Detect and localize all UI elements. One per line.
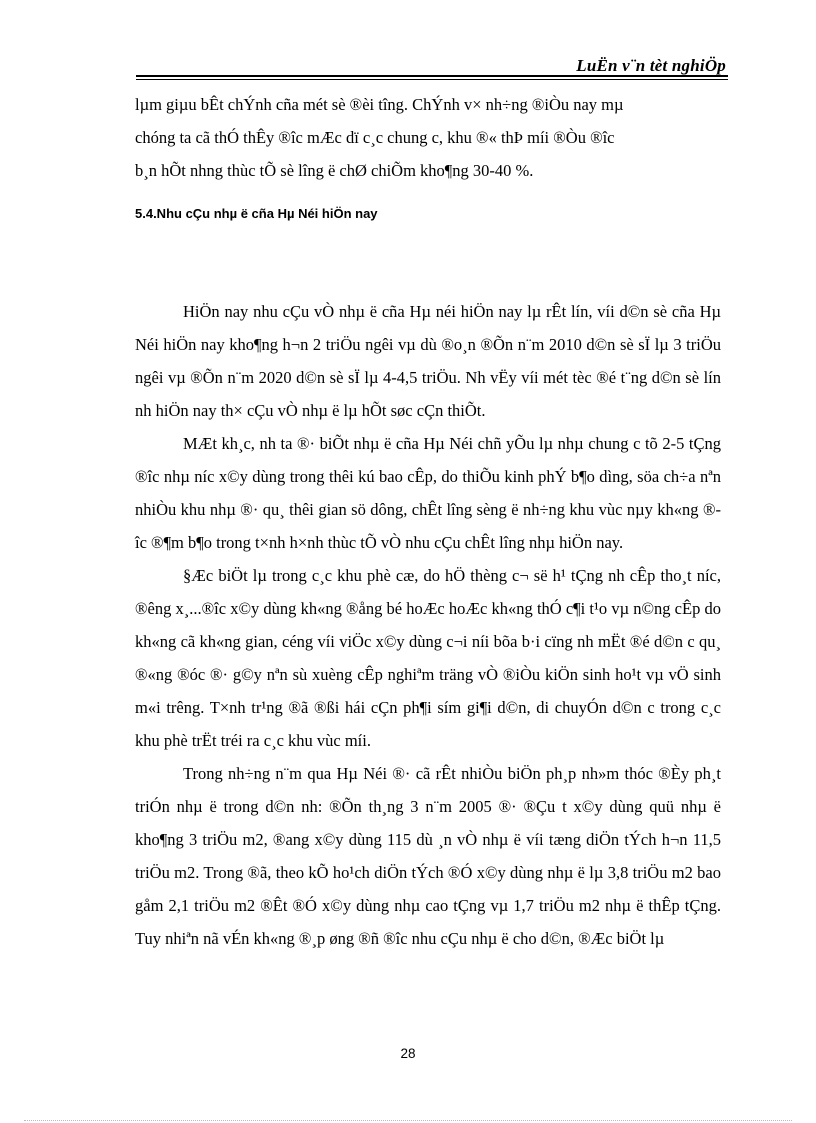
paragraph: MÆt kh¸c, nh ta ®· biÕt nhµ ë cña Hµ Néi chñ yÕu lµ nhµ chung c tõ 2-5 tÇng ®îc nhµ níc x©y dùng trong thêi kú bao cÊp, do thiÕu kinh phÝ b¶o dìng, söa ch÷a nªn nhiÒu khu nhµ ®· qu¸ thêi gian sö dông, chÊt lîng sèng ë nh÷ng khu vùc nµy kh«ng ®îc ®¶m b¶o trong t×nh h×nh thùc tÕ vÒ nhu cÇu chÊt lîng nhµ hiÖn nay. bbox=[135, 434, 721, 552]
page-bottom-border bbox=[24, 1120, 792, 1121]
intro-line: b¸n hÕt nhng thùc tÕ sè lîng ë chØ chiÕm kho¶ng 30-40 %. bbox=[135, 161, 534, 180]
intro-line: chóng ta cã thÓ thÊy ®îc mÆc dï c¸c chung c, khu ®« thÞ míi ®Òu ®îc bbox=[135, 128, 615, 147]
section-body bbox=[135, 295, 721, 955]
page-number: 28 bbox=[400, 1046, 416, 1061]
paragraph: Trong nh÷ng n¨m qua Hµ Néi ®· cã rÊt nhiÒu biÖn ph¸p nh»m thóc ®Èy ph¸t triÓn nhµ ë trong d©n nh: ®Õn th¸ng 3 n¨m 2005 ®· ®Çu t x©y dùng quü nhµ ë kho¶ng 3 triÖu m2, ®ang x©y dùng 115 dù ¸n vÒ nhµ ë víi tæng diÖn tÝch h¬n 11,5 triÖu m2. Trong ®ã, theo kÕ ho¹ch diÖn tÝch ®Ó x©y dùng nhµ ë lµ 3,8 triÖu m2 bao gåm 2,1 triÖu m2 ®Êt ®Ó x©y dùng nhµ cao tÇng vµ 1,7 triÖu m2 nhµ ë thÊp tÇng. Tuy nhiªn nã vÉn kh«ng ®¸p øng ®ñ ®îc nhu cÇu nhµ ë cho d©n, ®Æc biÖt lµ bbox=[135, 764, 721, 948]
header-title: LuËn v¨n tèt nghiÖp bbox=[576, 56, 726, 75]
paragraph: §Æc biÖt lµ trong c¸c khu phè cæ, do hÖ thèng c¬ së h¹ tÇng nh cÊp tho¸t níc, ®êng x¸...®îc x©y dùng kh«ng ®ång bé hoÆc hoÆc kh«ng thÓ c¶i t¹o vµ n©ng cÊp do kh«ng cã kh«ng gian, céng víi viÖc x©y dùng c¬i níi bõa b·i cïng nh mËt ®é d©n c qu¸ ®«ng ®óc ®· g©y nªn sù xuèng cÊp nghiªm träng vÒ ®iÒu kiÖn sinh ho¹t vµ vÖ sinh m«i trêng. T×nh tr¹ng ®ã ®ßi hái cÇn ph¶i sím gi¶i d©n, di chuyÓn d©n c trong c¸c khu phè trËt tréi ra c¸c khu vùc míi. bbox=[135, 566, 721, 750]
paragraph: HiÖn nay nhu cÇu vÒ nhµ ë cña Hµ néi hiÖn nay lµ rÊt lín, víi d©n sè cña Hµ Néi hiÖn nay kho¶ng h¬n 2 triÖu ngêi vµ dù ®o¸n ®Õn n¨m 2010 d©n sè sÏ lµ 3 triÖu ngêi vµ ®Õn n¨m 2020 d©n sè sÏ lµ 4-4,5 triÖu. Nh vËy víi mét tèc ®é t¨ng d©n sè lín nh hiÖn nay th× cÇu vÒ nhµ ë lµ hÕt søc cÇn thiÕt. bbox=[135, 302, 721, 420]
section-heading: 5.4.Nhu cÇu nhµ ë cña Hµ Néi hiÖn nay bbox=[135, 206, 378, 221]
header-rule-thin bbox=[136, 79, 728, 80]
intro-line: lµm giµu bÊt chÝnh cña mét sè ®èi tîng. ChÝnh v× nh÷ng ®iÒu nay mµ bbox=[135, 95, 624, 114]
header-rule-thick bbox=[136, 75, 728, 77]
intro-block bbox=[135, 88, 721, 187]
page-header bbox=[136, 52, 728, 82]
